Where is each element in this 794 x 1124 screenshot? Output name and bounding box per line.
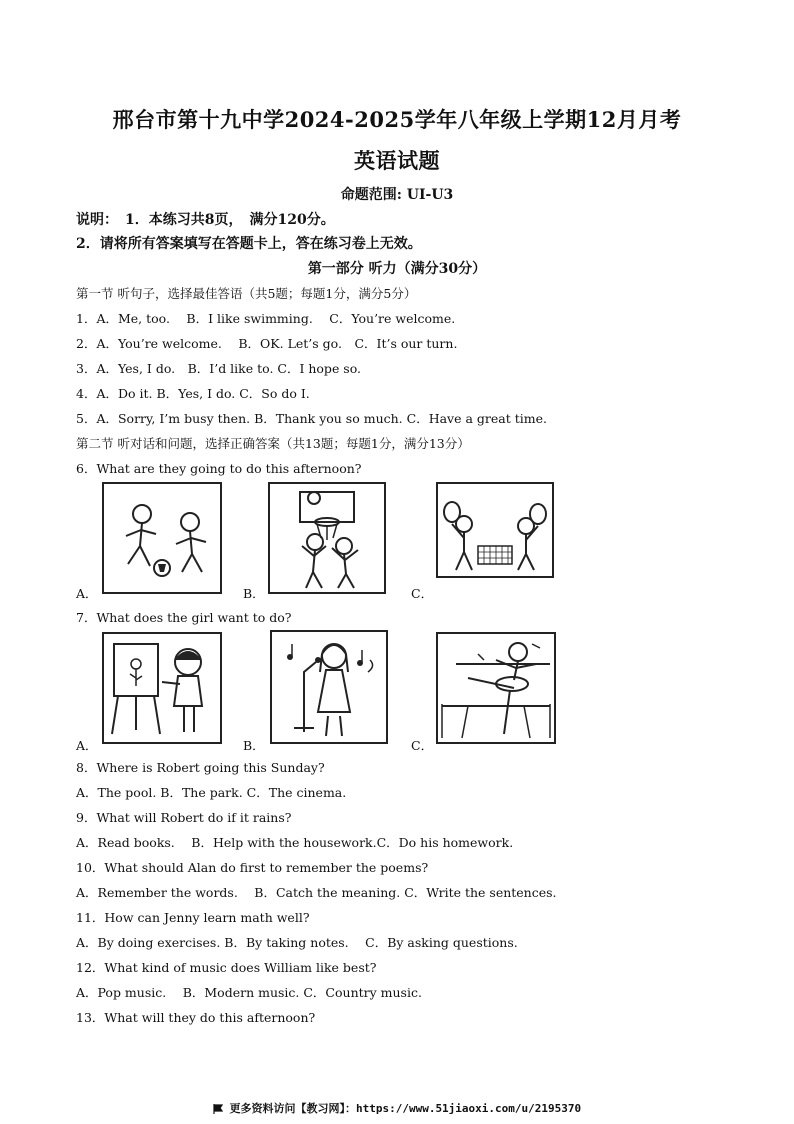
q7-option-c-label: C．: [411, 738, 434, 753]
exam-subtitle: 英语试题: [354, 148, 440, 173]
footer-link[interactable]: [0, 1100, 794, 1116]
q6-option-a-label: A．: [76, 586, 98, 601]
girl-ballet-picture: [436, 632, 556, 744]
question-9-options: A．Read books. B．Help with the housework.C．Do his homework.: [76, 835, 514, 850]
footer-text: 更多资料访问【教习网】：https://www.51jiaoxi.com/u/2195370: [229, 1102, 582, 1115]
question-4: 4．A．Do it. B．Yes, I do. C．So do I.: [76, 386, 310, 401]
question-12-options: A．Pop music. B．Modern music. C．Country music.: [76, 985, 422, 1000]
question-5: 5．A．Sorry, I’m busy then. B．Thank you so much. C．Have a great time.: [76, 411, 547, 426]
question-1: 1．A．Me, too. B．I like swimming. C．You’re welcome.: [76, 311, 456, 326]
question-3: 3．A．Yes, I do. B．I’d like to. C．I hope so.: [76, 361, 362, 376]
question-2: 2．A．You’re welcome. B．OK. Let’s go. C．It’s our turn.: [76, 336, 458, 351]
soccer-players-picture: [102, 482, 222, 594]
exam-scope: 命题范围: UI-U3: [340, 187, 454, 203]
section1-heading: 第一节 听句子，选择最佳答语（共5题；每题1分，满分5分）: [76, 286, 417, 301]
exam-title: 邢台市第十九中学2024-2025学年八年级上学期12月月考: [112, 107, 682, 132]
girl-singing-picture: [270, 630, 388, 744]
question-8-options: A．The pool. B．The park. C．The cinema.: [76, 785, 347, 800]
note-line-1: 说明： 1．本练习共8页， 满分120分。: [76, 212, 335, 228]
question-6: 6．What are they going to do this afternoon?: [76, 461, 362, 476]
q7-option-a-label: A．: [76, 738, 98, 753]
question-11: 11．How can Jenny learn math well?: [76, 910, 310, 925]
part1-heading: 第一部分 听力（满分30分）: [307, 261, 487, 277]
question-11-options: A．By doing exercises. B．By taking notes. C．By asking questions.: [76, 935, 518, 950]
question-12: 12．What kind of music does William like best?: [76, 960, 377, 975]
tennis-players-picture: [436, 482, 554, 578]
note-line-2: 2．请将所有答案填写在答题卡上，答在练习卷上无效。: [76, 236, 422, 252]
question-7: 7．What does the girl want to do?: [76, 610, 292, 625]
flag-icon: [213, 1104, 223, 1114]
question-13: 13．What will they do this afternoon?: [76, 1010, 316, 1025]
q7-option-b-label: B．: [243, 738, 265, 753]
section2-heading: 第二节 听对话和问题，选择正确答案（共13题；每题1分，满分13分）: [76, 436, 470, 451]
question-9: 9．What will Robert do if it rains?: [76, 810, 292, 825]
question-10-options: A．Remember the words. B．Catch the meaning. C．Write the sentences.: [76, 885, 557, 900]
girl-painting-picture: [102, 632, 222, 744]
question-8: 8．Where is Robert going this Sunday?: [76, 760, 325, 775]
basketball-players-picture: [268, 482, 386, 594]
q6-option-c-label: C．: [411, 586, 434, 601]
q6-option-b-label: B．: [243, 586, 265, 601]
question-10: 10．What should Alan do first to remember the poems?: [76, 860, 429, 875]
